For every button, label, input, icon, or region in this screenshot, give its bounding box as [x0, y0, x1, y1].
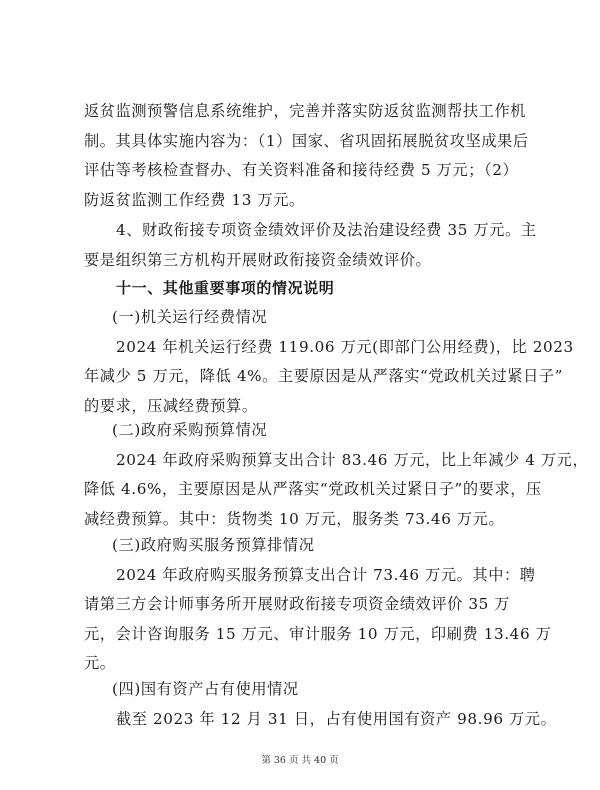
text-line: 返贫监测预警信息系统维护，完善并落实防返贫监测帮扶工作机: [84, 102, 527, 120]
text-line: 评估等考核检查督办、有关资料准备和接待经费 5 万元；（2）: [84, 161, 519, 180]
subsection-state-assets: [0, 675, 600, 734]
text-line: 4、财政衔接专项资金绩效评价及法治建设经费 35 万元。主: [116, 221, 537, 239]
text-line: 的要求，压减经费预算。: [84, 396, 258, 415]
text-line: 制。其具体实施内容为：（1）国家、省巩固拓展脱贫攻坚成果后: [84, 131, 529, 150]
text-line: 要是组织第三方机构开展财政衔接资金绩效评价。: [84, 250, 432, 269]
paragraph-poverty-monitoring: [0, 97, 600, 215]
text-line: 2024 年政府采购预算支出合计 83.46 万元，比上年减少 4 万元，: [116, 450, 589, 469]
text-line: 元。: [84, 654, 116, 673]
subsection-title: (一)机关运行经费情况: [112, 308, 268, 326]
subsection-title: (四)国有资产占有使用情况: [112, 680, 299, 698]
text-line: 2024 年政府购买服务预算支出合计 73.46 万元。其中：聘: [116, 565, 536, 584]
text-line: 降低 4.6%，主要原因是从严落实“党政机关过紧日子”的要求，压: [84, 480, 542, 499]
section-title: 十一、其他重要事项的情况说明: [116, 279, 335, 297]
text-line: 请第三方会计师事务所开展财政衔接专项资金绩效评价 35 万: [84, 595, 511, 614]
page-number-footer: 第 36 页 共 40 页: [261, 755, 339, 766]
text-line: 元，会计咨询服务 15 万元、审计服务 10 万元，印刷费 13.46 万: [84, 624, 552, 643]
paragraph-performance-evaluation: [0, 216, 600, 275]
text-line: 2024 年机关运行经费 119.06 万元(即部门公用经费)，比 2023: [116, 337, 574, 356]
text-line: 防返贫监测工作经费 13 万元。: [84, 190, 305, 209]
subsection-procurement: [0, 416, 600, 534]
subsection-operating-costs: [0, 303, 600, 421]
text-line: 截至 2023 年 12 月 31 日，占有使用国有资产 98.96 万元。: [116, 709, 557, 728]
subsection-title: (二)政府采购预算情况: [112, 421, 268, 439]
subsection-purchased-services: [0, 531, 600, 679]
section-heading: [0, 274, 600, 304]
text-line: 年减少 5 万元，降低 4%。主要原因是从严落实“党政机关过紧日子”: [84, 367, 564, 386]
text-line: 减经费预算。其中：货物类 10 万元，服务类 73.46 万元。: [84, 509, 505, 528]
subsection-title: (三)政府购买服务预算排情况: [112, 536, 315, 554]
